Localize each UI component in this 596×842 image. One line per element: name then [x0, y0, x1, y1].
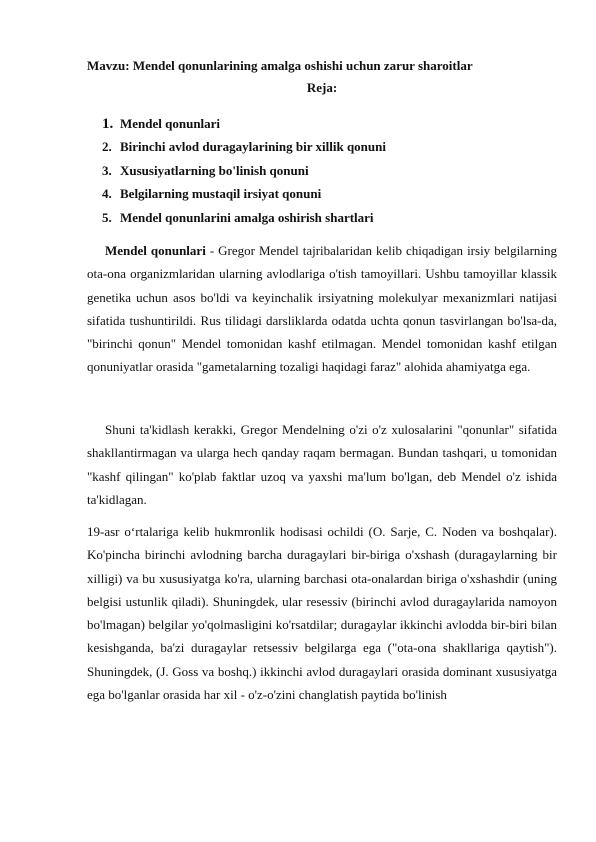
- plan-item-text: Birinchi avlod duragaylarining bir xillik qonuni: [120, 139, 386, 155]
- plan-item: [102, 135, 542, 158]
- plan-item: [102, 206, 542, 229]
- plan-item-text: Belgilarning mustaqil irsiyat qonuni: [120, 186, 322, 202]
- paragraph-note: Shuni ta'kidlash kerakki, Gregor Mendelning o'zi o'z xulosalarini "qonunlar" sifatida shakllantirmagan va ularga hech qanday raqam bermagan. Bundan tashqari, u tomonidan "kashf qilingan" ko'plab faktlar uzoq va yaxshi ma'lum bo'lgan, deb Mendel o'z ishida ta'kidlagan.: [87, 422, 557, 507]
- defined-term: Mendel qonunlari: [105, 243, 206, 258]
- plan-item-number: 3.: [102, 162, 112, 178]
- plan-item-number: 1.: [102, 116, 114, 132]
- plan-item: [102, 182, 542, 205]
- definition-text: - Gregor Mendel tajribalaridan kelib chiqadigan irsiy belgilarning ota-ona organizmlaridan ularning avlodlariga o'tish tamoyillari. Ushbu tamoyillar klassik genetika uchun asos bo'ldi va keyinchalik irsiyatning molekulyar mexanizmlari natijasi sifatida tushuntirildi. Rus tilidagi darsliklarda odatda uchta qonun tasvirlangan bo'lsa-da, "birinchi qonun" Mendel tomonidan kashf etilmagan. Mendel tomonidan kashf etilgan qonuniyatlar orasida "gametalarning tozaligi haqidagi faraz" alohida ahamiyatga ega.: [87, 243, 558, 375]
- plan-heading: Reja:: [306, 80, 338, 95]
- plan-item-text: Mendel qonunlari: [120, 116, 221, 131]
- plan-list: [102, 112, 542, 229]
- plan-item-text: Xususiyatlarning bo'linish qonuni: [120, 162, 309, 178]
- plan-item: [102, 112, 542, 135]
- document-title: Mavzu: Mendel qonunlarining amalga oshishi uchun zarur sharoitlar: [87, 58, 473, 73]
- plan-item-number: 2.: [102, 139, 112, 155]
- paragraph-definition: [87, 239, 557, 379]
- plan-item-text: Mendel qonunlarini amalga oshirish shartlari: [120, 209, 374, 225]
- paragraph-history: 19-asr o‘rtalariga kelib hukmronlik hodisasi ochildi (O. Sarje, C. Noden va boshqalar). Ko'pincha birinchi avlodning barcha duragaylari bir-biriga o'xshash (duragaylarning bir xilligi) va bu xususiyatga ko'ra, ularning barchasi ota-onalardan biriga o'xshashdir (uning belgisi ustunlik qiladi). Shuningdek, ular resessiv (birinchi avlod duragaylarida namoyon bo'lmagan) belgilar yo'qolmasligini ko'rsatdilar; duragaylar ikkinchi avlodda bir-biri bilan kesishganda, ba'zi duragaylar retsessiv belgilarga ega ("ota-ona shakllariga qaytish"). Shuningdek, (J. Goss va boshq.) ikkinchi avlod duragaylari orasida dominant xususiyatga ega bo'lganlar orasida har xil - o'z-o'zini changlatish paytida bo'linish: [87, 524, 557, 703]
- plan-item: [102, 159, 542, 182]
- plan-item-number: 5.: [102, 209, 112, 225]
- plan-item-number: 4.: [102, 186, 112, 202]
